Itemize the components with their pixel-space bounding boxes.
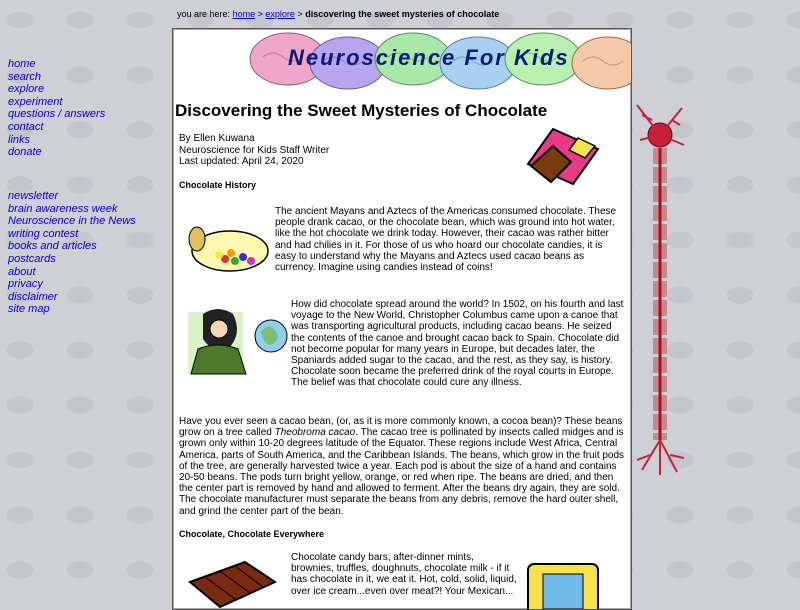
neuron-image — [632, 100, 692, 560]
paragraph-cacao-part2: . The cacao tree is pollinated by insects called midges and is grown only within 10-20 degrees latitude of the Equator. These regions include West Africa, Central America, parts of South America, and the Caribbean Islands. The beans, which grow in the fruit pods of the tree, are generally harvested twice a year. Each pod is about the size of a hand and contains 20-50 beans. The pods turn bright yellow, orange, or red when ripe. The beans are dried, and then the center part is removed by hand and allowed to ferment. After the beans dry again, they are sold. The chocolate manufacturer must separate the beans from any debris, remove the hard outer shell, and grind the center part of the bean. — [179, 427, 625, 517]
nav-site-map[interactable]: site map — [8, 303, 50, 316]
nav-primary — [8, 58, 105, 159]
nav-search[interactable]: search — [8, 70, 42, 83]
article-title: Discovering the Sweet Mysteries of Chocolate — [175, 101, 548, 120]
nav-writing-contest[interactable]: writing contest — [8, 227, 79, 240]
columbus-image — [183, 304, 288, 379]
paragraph-cacao — [179, 416, 629, 517]
last-updated: Last updated: April 24, 2020 — [179, 156, 304, 167]
nav-explore[interactable]: explore — [8, 83, 45, 96]
chocolate-bar-image — [523, 124, 603, 186]
nav-newsletter[interactable]: newsletter — [8, 190, 59, 202]
section-heading-everywhere: Chocolate, Chocolate Everywhere — [179, 529, 325, 539]
author-role: Neuroscience for Kids Staff Writer — [179, 144, 330, 156]
breadcrumb-separator: > — [297, 9, 303, 19]
nav-neuroscience-news[interactable]: Neuroscience in the News — [8, 215, 136, 228]
nav-privacy[interactable]: privacy — [8, 278, 43, 291]
byline — [179, 133, 329, 168]
chocolate-slab-image — [185, 557, 280, 610]
nav-donate[interactable]: donate — [8, 146, 42, 159]
section-heading-history: Chocolate History — [179, 180, 257, 190]
banner — [173, 29, 631, 99]
paragraph-history-1: The ancient Mayans and Aztecs of the Americas consumed chocolate. These people drank cacao, or the chocolate bean, which was ground into hot water, like the hot chocolate we drink today. However, their cacao was rather bitter and had chilies in it. For those of us who hoard our chocolate candies, it is easy to understand why the Mayans and Aztecs used cacao beans as currency. Imagine using candies instead of coins! — [275, 206, 617, 274]
breadcrumb-prefix: you are here: — [177, 9, 231, 19]
paragraph-history-2: How did chocolate spread around the world? In 1502, on his fourth and last voyage to the New World, Christopher Columbus came upon a canoe that was transporting agricultural products, including cacao beans. He seized the contents of the canoe and brought cacao back to Spain. Chocolate did not become popular for many years in Europe, but decades later, the Spaniards added sugar to the cacao, and the rest, as they say, is history. Chocolate soon became the preferred drink of the royal courts in Europe. The belief was that chocolate could cure any illness. — [291, 299, 624, 389]
nav-books-articles[interactable]: books and articles — [8, 240, 97, 253]
breadcrumb-separator: > — [257, 9, 263, 19]
nav-about[interactable]: about — [8, 265, 36, 278]
nav-contact[interactable]: contact — [8, 120, 44, 133]
nav-secondary — [8, 190, 136, 316]
paragraph-cacao-part1: Have you ever seen a cacao bean, (or, as it is more commonly known, a cocoa bean)? These beans grow on a tree called — [179, 416, 623, 439]
content-panel — [172, 28, 632, 610]
nav-brain-awareness-week[interactable]: brain awareness week — [8, 202, 118, 215]
nav-questions-answers[interactable]: questions / answers — [8, 108, 106, 121]
site-title: Neuroscience For Kids — [288, 45, 570, 70]
candy-jar-image — [185, 209, 270, 274]
author: By Ellen Kuwana — [179, 133, 255, 144]
breadcrumb-current: discovering the sweet mysteries of chocolate — [305, 9, 500, 19]
breadcrumb-explore-link[interactable]: explore — [265, 9, 295, 19]
paragraph-cacao-species: Theobroma cacao — [274, 427, 356, 439]
chocolate-milk-image — [523, 559, 603, 610]
nav-experiment[interactable]: experiment — [8, 95, 63, 108]
breadcrumb-home-link[interactable]: home — [232, 9, 256, 19]
nav-disclaimer[interactable]: disclaimer — [8, 290, 58, 303]
nav-home[interactable]: home — [8, 58, 36, 70]
breadcrumb — [177, 9, 499, 19]
nav-links[interactable]: links — [8, 133, 31, 146]
paragraph-everywhere: Chocolate candy bars, after-dinner mints, brownies, truffles, doughnuts, chocolate milk - if it has chocolate in it, we eat it. Hot, cold, solid, liquid, over ice cream...even over meat?! Your Mexican... — [291, 552, 517, 597]
nav-postcards[interactable]: postcards — [8, 252, 56, 265]
